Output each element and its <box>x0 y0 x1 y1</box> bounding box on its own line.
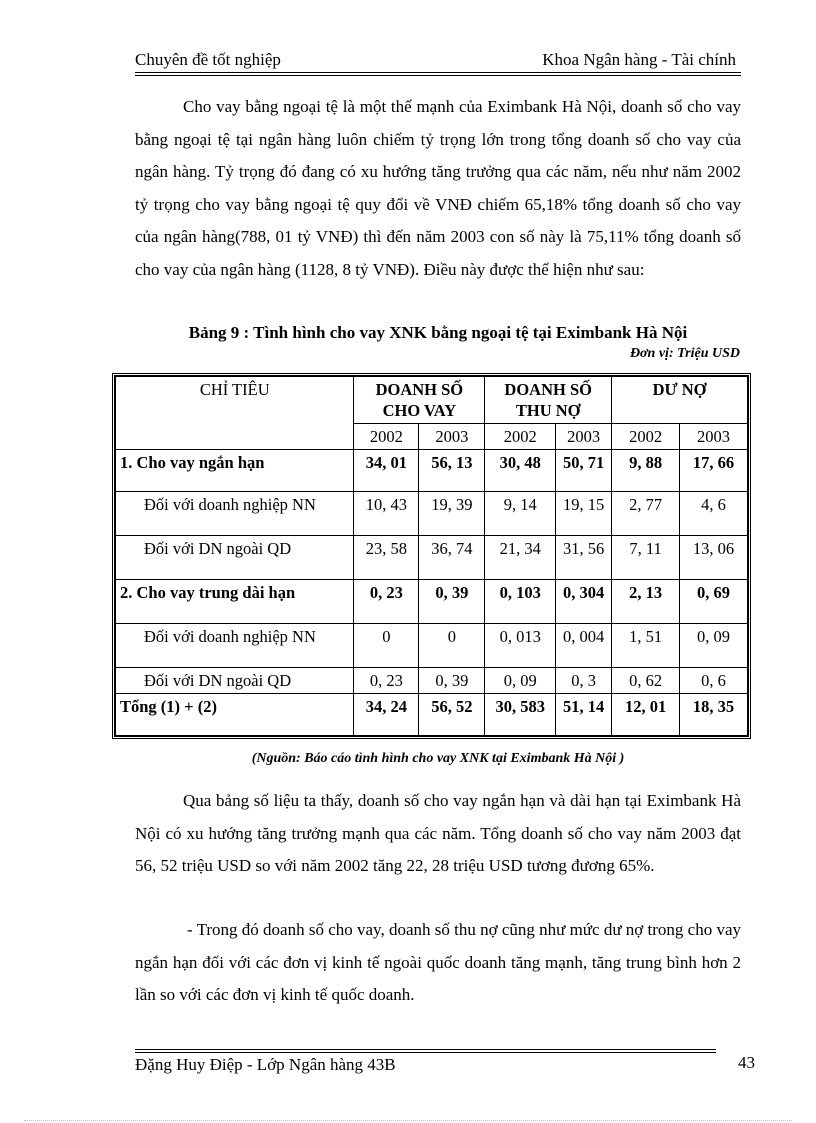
table-row <box>116 450 748 492</box>
table-cell: 0, 304 <box>556 580 612 624</box>
table-source: (Nguồn: Báo cáo tình hình cho vay XNK tại Eximbank Hà Nội ) <box>251 751 625 766</box>
table-cell: 30, 583 <box>485 694 556 736</box>
paragraph-intro: Cho vay bằng ngoại tệ là một thế mạnh của Eximbank Hà Nội, doanh số cho vay bằng ngoại tệ tại ngân hàng luôn chiếm tỷ trọng lớn trong tổng doanh số cho vay của ngân hàng. Tỷ trọng đó đang có xu hướng tăng trưởng qua các năm, nếu như năm 2002 tỷ trọng cho vay bằng ngoại tệ quy đổi về VNĐ chiếm 65,18% tổng doanh số cho vay của ngân hàng(788, 01 tỷ VNĐ) thì đến năm 2003 con số này là 75,11% tổng doanh số cho vay của ngân hàng (1128, 8 tỷ VNĐ). Điều này được thể hiện như sau: <box>135 97 741 279</box>
table-row <box>116 668 748 694</box>
footer-rule <box>135 1049 716 1050</box>
year-header: 2002 <box>612 424 680 450</box>
table-cell: 19, 15 <box>556 492 612 536</box>
row-label: Đối với DN ngoài QD <box>116 536 354 580</box>
table-cell: 56, 52 <box>419 694 485 736</box>
page-number: 43 <box>738 1053 755 1072</box>
table-cell: 0 <box>419 624 485 668</box>
year-header: 2003 <box>556 424 612 450</box>
group-header: DƯ NỢ <box>612 377 748 424</box>
table-cell: 0 <box>354 624 419 668</box>
table-cell: 0, 62 <box>612 668 680 694</box>
table-cell: 23, 58 <box>354 536 419 580</box>
table-row <box>116 492 748 536</box>
table-cell: 0, 23 <box>354 580 419 624</box>
table-cell: 2, 13 <box>612 580 680 624</box>
table-row <box>116 694 748 736</box>
table-unit: Đơn vị: Triệu USD <box>629 346 740 361</box>
row-label: Đối với DN ngoài QD <box>116 668 354 694</box>
table-cell: 17, 66 <box>680 450 748 492</box>
table-cell: 0, 3 <box>556 668 612 694</box>
table-cell: 13, 06 <box>680 536 748 580</box>
table-cell: 2, 77 <box>612 492 680 536</box>
table-cell: 0, 103 <box>485 580 556 624</box>
table-cell: 0, 09 <box>680 624 748 668</box>
row-label: Tổng (1) + (2) <box>116 694 354 736</box>
table-cell: 56, 13 <box>419 450 485 492</box>
table-cell: 50, 71 <box>556 450 612 492</box>
table-cell: 9, 14 <box>485 492 556 536</box>
paragraph-detail: - Trong đó doanh số cho vay, doanh số thu nợ cũng như mức dư nợ trong cho vay ngắn hạn đối với các đơn vị kinh tế ngoài quốc doanh tăng mạnh, tăng trung bình hơn 2 lần so với các đơn vị kinh tế quốc doanh. <box>135 920 741 1004</box>
table-cell: 51, 14 <box>556 694 612 736</box>
table-cell: 0, 6 <box>680 668 748 694</box>
table-cell: 0, 39 <box>419 668 485 694</box>
year-header: 2002 <box>485 424 556 450</box>
col-header-indicator: CHỈ TIÊU <box>116 377 354 450</box>
table-row <box>116 580 748 624</box>
table-row <box>116 624 748 668</box>
group-header: DOANH SỐ CHO VAY <box>354 377 485 424</box>
table-cell: 34, 24 <box>354 694 419 736</box>
table-cell: 34, 01 <box>354 450 419 492</box>
footer-author: Đặng Huy Điệp - Lớp Ngân hàng 43B <box>135 1055 396 1074</box>
table-cell: 36, 74 <box>419 536 485 580</box>
header-rule <box>135 72 741 73</box>
table-cell: 7, 11 <box>612 536 680 580</box>
footer-rule-thin <box>135 1052 716 1053</box>
page-header-left: Chuyên đề tốt nghiệp <box>135 50 281 69</box>
page-header-right: Khoa Ngân hàng - Tài chính <box>542 50 736 69</box>
table-cell: 10, 43 <box>354 492 419 536</box>
table-cell: 0, 69 <box>680 580 748 624</box>
table-cell: 9, 88 <box>612 450 680 492</box>
table-cell: 19, 39 <box>419 492 485 536</box>
loan-table <box>112 373 751 739</box>
table-cell: 12, 01 <box>612 694 680 736</box>
table-title: Bảng 9 : Tình hình cho vay XNK bằng ngoại tệ tại Eximbank Hà Nội <box>188 323 688 342</box>
table-cell: 18, 35 <box>680 694 748 736</box>
table-cell: 4, 6 <box>680 492 748 536</box>
table-cell: 0, 39 <box>419 580 485 624</box>
table-cell: 31, 56 <box>556 536 612 580</box>
row-label: 1. Cho vay ngắn hạn <box>116 450 354 492</box>
year-header: 2003 <box>419 424 485 450</box>
table-cell: 0, 004 <box>556 624 612 668</box>
header-rule-thin <box>135 75 741 76</box>
table-cell: 30, 48 <box>485 450 556 492</box>
page-edge <box>24 1120 792 1121</box>
table-cell: 0, 013 <box>485 624 556 668</box>
table-cell: 1, 51 <box>612 624 680 668</box>
table-cell: 21, 34 <box>485 536 556 580</box>
table-cell: 0, 09 <box>485 668 556 694</box>
table-row <box>116 536 748 580</box>
row-label: Đối với doanh nghiệp NN <box>116 492 354 536</box>
year-header: 2002 <box>354 424 419 450</box>
row-label: Đối với doanh nghiệp NN <box>116 624 354 668</box>
year-header: 2003 <box>680 424 748 450</box>
group-header: DOANH SỐ THU NỢ <box>485 377 612 424</box>
paragraph-analysis: Qua bảng số liệu ta thấy, doanh số cho vay ngắn hạn và dài hạn tại Eximbank Hà Nội có xu hướng tăng trưởng mạnh qua các năm. Tổng doanh số cho vay năm 2003 đạt 56, 52 triệu USD so với năm 2002 tăng 22, 28 triệu USD tương đương 65%. <box>135 791 741 875</box>
table-cell: 0, 23 <box>354 668 419 694</box>
row-label: 2. Cho vay trung dài hạn <box>116 580 354 624</box>
